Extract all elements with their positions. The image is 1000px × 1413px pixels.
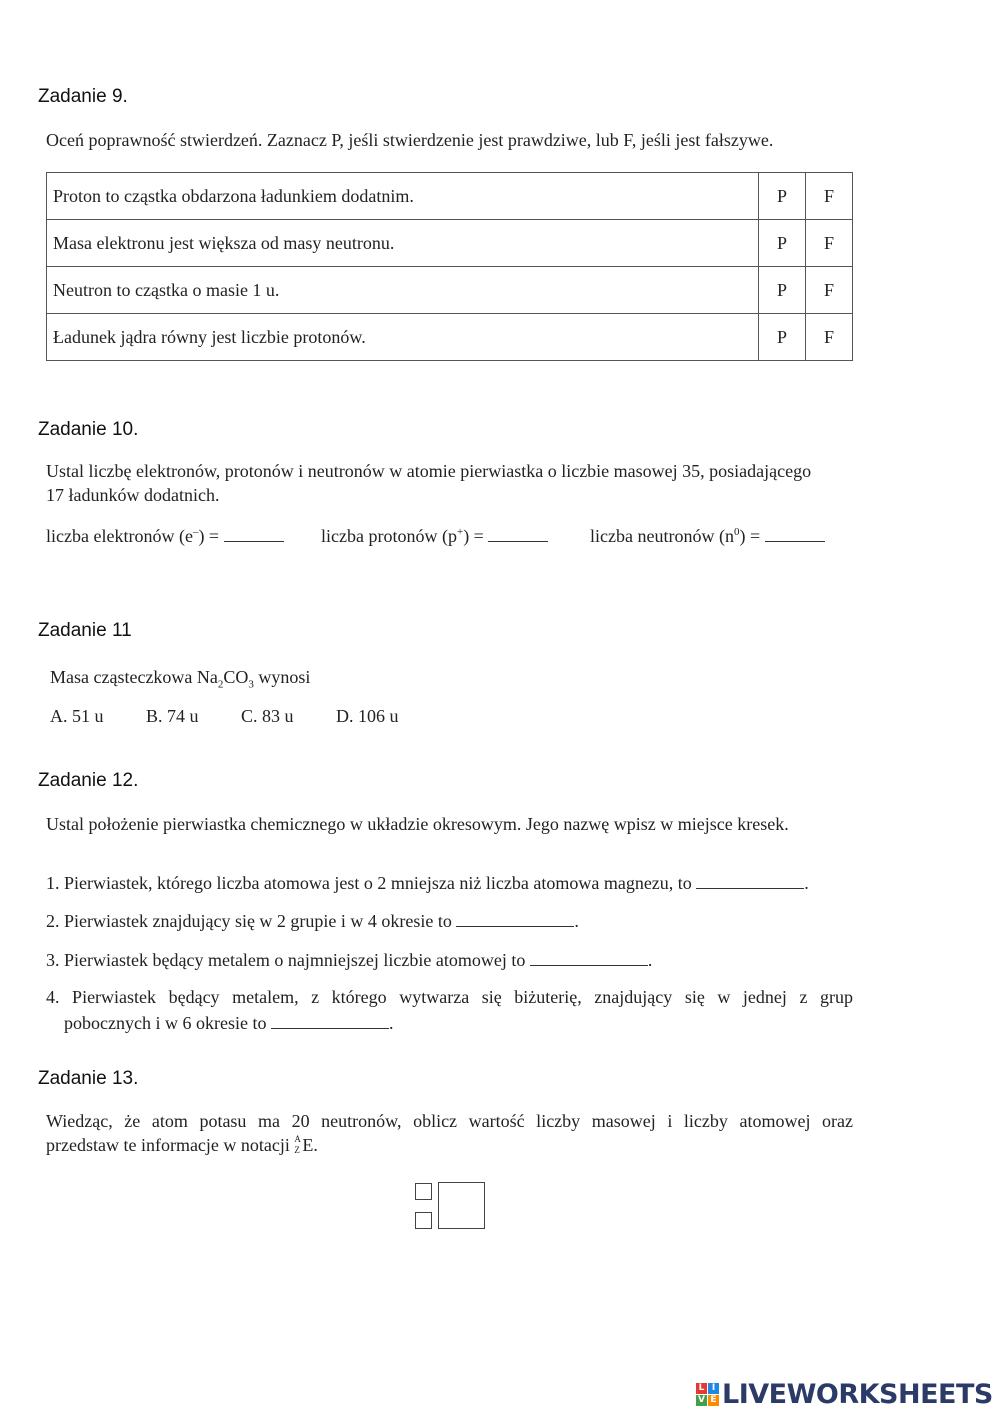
logo-letter-e: E	[708, 1395, 719, 1406]
statement-cell: Neutron to cząstka o masie 1 u.	[47, 267, 759, 314]
statement-cell: Ładunek jądra równy jest liczbie protonów.	[47, 314, 759, 361]
table-row	[47, 267, 853, 314]
table-row	[47, 173, 853, 220]
end-dot: .	[804, 873, 809, 893]
end-dot: .	[574, 911, 579, 931]
question-sub2: 3	[248, 678, 254, 691]
item3-blank[interactable]	[530, 949, 648, 966]
task9-instruction: Oceń poprawność stwierdzeń. Zaznacz P, jeśli stwierdzenie jest prawdziwe, lub F, jeśli jest fałszywe.	[46, 130, 774, 150]
electrons-label: liczba elektronów (e	[46, 526, 193, 546]
task12-heading: Zadanie 12.	[38, 770, 139, 791]
task13-heading: Zadanie 13.	[38, 1068, 139, 1089]
option-f[interactable]: F	[806, 220, 853, 267]
table-row	[47, 314, 853, 361]
neutrons-eq: ) =	[739, 526, 761, 546]
option-f[interactable]: F	[806, 267, 853, 314]
electrons-answer	[46, 525, 284, 547]
option-p[interactable]: P	[759, 267, 806, 314]
task10-instruction-line1: Ustal liczbę elektronów, protonów i neutronów w atomie pierwiastka o liczbie masowej 35, posiadającego	[46, 461, 812, 481]
line2-text: przedstaw te informacje w notacji	[46, 1135, 295, 1155]
protons-eq: ) =	[463, 526, 484, 546]
end-dot: .	[388, 1013, 394, 1033]
option-p[interactable]: P	[759, 173, 806, 220]
mass-number-input[interactable]	[415, 1183, 432, 1200]
electrons-blank[interactable]	[224, 525, 284, 542]
option-p[interactable]: P	[759, 314, 806, 361]
element-symbol-input[interactable]	[438, 1182, 485, 1229]
option-d[interactable]: D. 106 u	[336, 706, 399, 726]
statement-cell: Masa elektronu jest większa od masy neutronu.	[47, 220, 759, 267]
neutrons-answer	[590, 525, 825, 547]
item-text: 3. Pierwiastek będący metalem o najmniejszej liczbie atomowej to	[46, 950, 526, 970]
item2-blank[interactable]	[456, 910, 574, 927]
option-c[interactable]: C. 83 u	[241, 706, 294, 726]
task10-heading: Zadanie 10.	[38, 419, 139, 440]
item-text: 2. Pierwiastek znajdujący się w 2 grupie i w 4 okresie to	[46, 911, 452, 931]
true-false-table	[46, 172, 853, 361]
logo-letter-v: V	[696, 1395, 707, 1406]
option-b[interactable]: B. 74 u	[146, 706, 199, 726]
item-text: 1. Pierwiastek, którego liczba atomowa jest o 2 mniejsza niż liczba atomowa magnezu, to	[46, 873, 692, 893]
notation-sup: A	[294, 1133, 301, 1144]
task11-heading: Zadanie 11	[38, 620, 132, 641]
neutrons-sup: 0	[733, 526, 740, 538]
end-dot: .	[647, 950, 653, 970]
item-text: pobocznych i w 6 okresie to	[64, 1013, 267, 1033]
task11-question	[50, 667, 311, 691]
task9-heading: Zadanie 9.	[38, 86, 128, 107]
neutrons-blank[interactable]	[765, 525, 825, 542]
liveworksheets-logo	[696, 1378, 993, 1410]
question-sub1: 2	[217, 678, 224, 691]
task13-line2	[46, 1135, 318, 1156]
logo-text: LIVEWORKSHEETS	[722, 1378, 993, 1410]
option-f[interactable]: F	[806, 173, 853, 220]
task10-instruction-line2: 17 ładunków dodatnich.	[46, 485, 220, 505]
notation-indices	[294, 1133, 302, 1155]
logo-letter-l: L	[696, 1383, 707, 1394]
neutrons-label: liczba neutronów (n	[590, 526, 734, 546]
task12-instruction: Ustal położenie pierwiastka chemicznego w układzie okresowym. Jego nazwę wpisz w miejsce kresek.	[46, 814, 789, 834]
task13-line1: Wiedząc, że atom potasu ma 20 neutronów, oblicz wartość liczby masowej i liczby atomowej oraz	[46, 1111, 853, 1131]
task12-item-4-line2	[64, 1012, 393, 1034]
task12-item-2	[46, 910, 579, 932]
protons-answer	[321, 525, 548, 547]
logo-mark-icon	[696, 1383, 719, 1406]
table-row	[47, 220, 853, 267]
logo-letter-i: I	[708, 1383, 719, 1394]
question-mid: CO	[223, 667, 249, 687]
protons-sup: +	[456, 526, 464, 538]
task12-item-3	[46, 949, 652, 971]
protons-label: liczba protonów (p	[321, 526, 457, 546]
electrons-eq: ) =	[198, 526, 220, 546]
notation-symbol: E.	[302, 1135, 318, 1155]
item1-blank[interactable]	[696, 872, 804, 889]
task12-item-4: 4. Pierwiastek będący metalem, z którego wytwarza się biżuterię, znajdujący się w jednej z grup	[46, 987, 853, 1007]
option-p[interactable]: P	[759, 220, 806, 267]
question-pre: Masa cząsteczkowa Na	[50, 667, 218, 687]
option-f[interactable]: F	[806, 314, 853, 361]
option-a[interactable]: A. 51 u	[50, 706, 104, 726]
task12-item-1	[46, 872, 809, 894]
question-post: wynosi	[253, 667, 311, 687]
notation-sub: Z	[294, 1144, 300, 1155]
item4-blank[interactable]	[271, 1012, 389, 1029]
statement-cell: Proton to cząstka obdarzona ładunkiem dodatnim.	[47, 173, 759, 220]
electrons-sup: –	[192, 526, 199, 538]
protons-blank[interactable]	[488, 525, 548, 542]
atomic-number-input[interactable]	[415, 1212, 432, 1229]
